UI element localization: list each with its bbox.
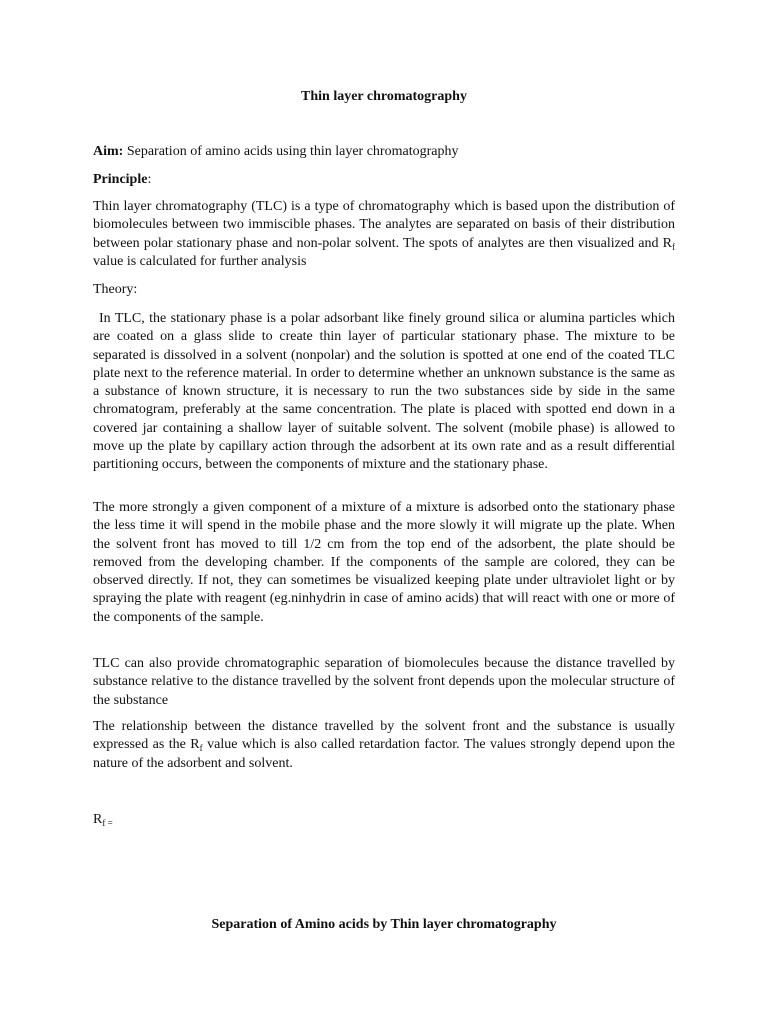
relationship-text-b: value which is also called retardation factor. The values strongly depend upon the nature of the adsorbent and solvent. (93, 737, 676, 771)
rf-formula-main: R (93, 812, 103, 827)
theory-heading: Theory: (93, 282, 138, 297)
theory-paragraph (93, 310, 675, 475)
rf-formula (93, 811, 675, 829)
principle-rf-subscript: f (672, 241, 675, 252)
aim-text: Separation of amino acids using thin layer chromatography (123, 144, 459, 159)
principle-colon: : (147, 172, 152, 187)
relationship-text-a: The relationship between the distance travelled by the solvent front and the substance is usually expressed as the R (93, 719, 675, 753)
principle-heading (93, 171, 675, 189)
principle-paragraph (93, 198, 675, 271)
relationship-paragraph (93, 718, 675, 773)
relationship-rf-subscript: f (199, 743, 203, 754)
principle-text-a: Thin layer chromatography (TLC) is a type of chromatography which is based upon the distribution of biomolecules between two immiscible phases. The analytes are separated on basis of their distribution between polar stationary phase and non-polar solvent. The spots of analytes are then visualized and R (93, 199, 675, 251)
section-title: Separation of Amino acids by Thin layer chromatography (211, 917, 557, 932)
principle-text-b: value is calculated for further analysis (93, 253, 307, 269)
document-title: Thin layer chromatography (301, 89, 467, 104)
theory-text: In TLC, the stationary phase is a polar adsorbant like finely ground silica or alumina particles which are coated on a glass slide to create thin layer of particular stationary phase. The mixture to be separated is dissolved in a solvent (nonpolar) and the solution is spotted at one end of the coated TLC plate next to the reference material. In order to determine whether an unknown substance is the same as a substance of known structure, it is necessary to run the two substances side by side in the same chromatogram, preferably at the same concentration. The plate is placed with spotted end down in a covered jar containing a shallow layer of suitable solvent. The solvent (mobile phase) is allowed to move up the plate by capillary action through the adsorbent at its own rate and as a result differential partitioning occurs, between the components of mixture and the stationary phase. (93, 311, 675, 473)
rf-formula-subscript: f = (102, 818, 113, 828)
aim-paragraph (93, 143, 675, 161)
aim-label: Aim: (93, 144, 124, 159)
adsorption-paragraph: The more strongly a given component of a mixture of a mixture is adsorbed onto the stationary phase the less time it will spend in the mobile phase and the more slowly it will migrate up the plate. When the solvent front has moved to till 1/2 cm from the top end of the adsorbent, the plate should be removed from the developing chamber. If the components of the sample are colored, they can be observed directly. If not, they can sometimes be visualized keeping plate under ultraviolet light or by spraying the plate with reagent (eg.ninhydrin in case of amino acids) that will react with one or more of the components of the sample. (93, 500, 675, 625)
tlc-separation-paragraph: TLC can also provide chromatographic separation of biomolecules because the distance travelled by substance relative to the distance travelled by the solvent front depends upon the molecular structure of the substance (93, 656, 675, 708)
principle-label: Principle (93, 172, 148, 187)
